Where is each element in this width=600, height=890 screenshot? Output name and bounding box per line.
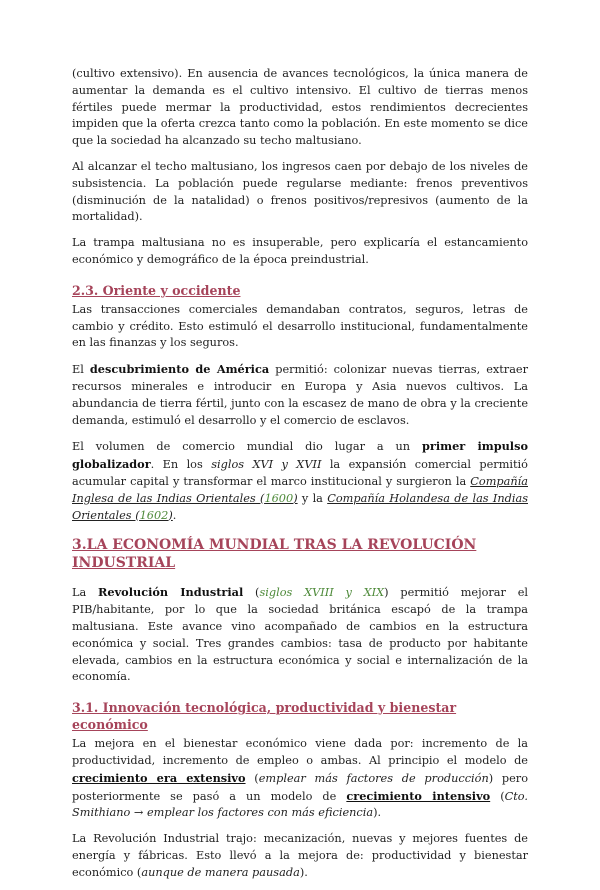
bold-descubrimiento: descubrimiento de América	[89, 362, 270, 377]
paragraph-america: El descubrimiento de América permitió: colonizar nuevas tierras, extraer recursos minerales e introducir en Europa y Asia nuevos cultivos. La abundancia de tierra fértil, junto con la escasez de mano de obra y la creciente demanda, estimuló el desarrollo y el comercio de esclavos.	[72, 362, 529, 427]
paragraph-transactions: Las transacciones comerciales demandaban contratos, seguros, letras de cambio y crédito. Esto estimuló el desarrollo institucional, fundamentalmente en las finanzas y los seguros.	[72, 302, 528, 350]
paragraph-globalization: El volumen de comercio mundial dio lugar a un primer impulso globalizador. En los siglos XVI y XVII la expansión comercial permitió acumular capital y transformar el marco institucional y surgieron la Compañía Inglesa de las Indias Orientales (1600) y la Compañía Holandesa de las Indias Orientales (1602).	[72, 439, 528, 522]
section-heading-3: 3.LA ECONOMÍA MUNDIAL TRAS LA REVOLUCIÓN INDUSTRIAL	[72, 537, 477, 572]
paragraph-industrial-revolution: La Revolución Industrial (siglos XVIII y XIX) permitió mejorar el PIB/habitante, por lo que la sociedad británica escapó de la trampa maltusiana. Este avance vino acompañado de cambios en la estructura económica y social. Tres grandes cambios: tasa de producto por habitante elevada, cambios en la estructura económica y social e internalización de la economía.	[72, 585, 529, 684]
paragraph-growth-models: La mejora en el bienestar económico viene dada por: incremento de la productividad, incremento de empleo o ambas. Al principio el modelo de crecimiento era extensivo (emplear más factores de producción) pero posteriormente se pasó a un modelo de crecimiento intensivo (Cto. Smithiano → emplear los factores con más eficiencia).	[72, 737, 528, 820]
bold-revolucion-industrial: Revolución Industrial	[98, 585, 244, 600]
section-heading-3-1: 3.1. Innovación tecnológica, productividad y bienestar económico	[72, 700, 457, 733]
bold-impulso: primer impulso globalizador	[72, 439, 528, 472]
document-page	[72, 66, 528, 890]
paragraph-malthusian-ceiling: (cultivo extensivo). En ausencia de avances tecnológicos, la única manera de aumentar la demanda es el cultivo intensivo. El cultivo de tierras menos fértiles puede mermar la productividad, estos rendimientos decrecientes impiden que la oferta crezca tanto como la población. En este momento se dice que la sociedad ha alcanzado su techo maltusiano.	[72, 67, 528, 148]
bold-crecimiento-intensivo: crecimiento intensivo	[346, 788, 491, 803]
paragraph-subsistence: Al alcanzar el techo maltusiano, los ingresos caen por debajo de los niveles de subsistencia. La población puede regularse mediante: frenos preventivos (disminución de la natalidad) o frenos positivos/represivos (aumento de la mortalidad).	[72, 159, 528, 224]
paragraph-mechanization: La Revolución Industrial trajo: mecanización, nuevas y mejores fuentes de energía y fábricas. Esto llevó a la mejora de: productividad y bienestar económico (aunque de manera pausada).	[72, 832, 528, 879]
company-english-east-india: Compañía Inglesa de las Indias Orientales (1600)	[72, 474, 528, 505]
italic-siglos-xviii-xix: siglos XVIII y XIX	[259, 586, 385, 600]
section-heading-2-3: 2.3. Oriente y occidente	[72, 282, 241, 298]
paragraph-malthusian-trap: La trampa maltusiana no es insuperable, pero explicaría el estancamiento económico y demográfico de la época preindustrial.	[72, 236, 528, 266]
company-dutch-east-india: Compañía Holandesa de las Indias Orientales (1602)	[72, 491, 528, 522]
bold-crecimiento-extensivo: crecimiento era extensivo	[72, 770, 246, 785]
italic-siglos: siglos XVI y XVII	[211, 458, 322, 472]
